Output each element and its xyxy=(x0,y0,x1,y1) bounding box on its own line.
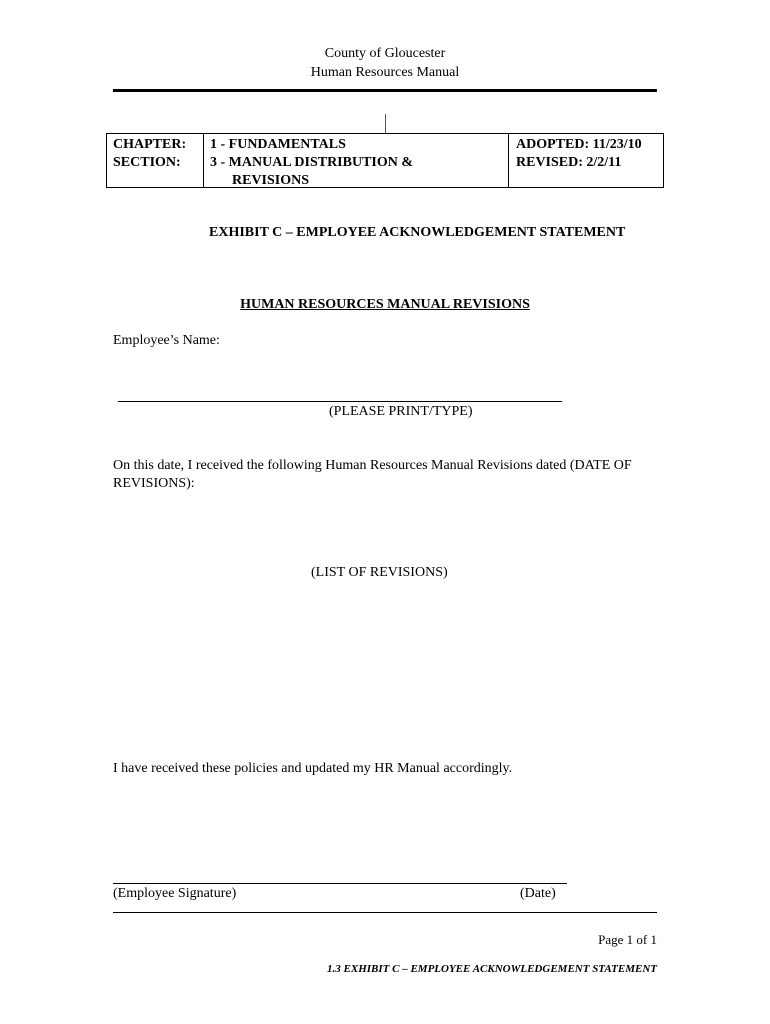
section-value-line2: REVISIONS xyxy=(232,173,310,188)
adopted-date: ADOPTED: 11/23/10 xyxy=(516,137,642,152)
divider-tick xyxy=(385,114,386,134)
labels-cell xyxy=(107,134,204,187)
chapter-label: CHAPTER: xyxy=(113,137,187,152)
header-rule xyxy=(113,89,657,92)
chapter-value: 1 - FUNDAMENTALS xyxy=(210,137,346,152)
received-paragraph: On this date, I received the following Human Resources Manual Revisions dated (DATE OF REVISIONS): xyxy=(113,458,632,491)
signature-label: (Employee Signature) xyxy=(113,886,237,901)
chapter-section-table xyxy=(106,133,664,188)
print-type-note: (PLEASE PRINT/TYPE) xyxy=(329,404,473,419)
date-label: (Date) xyxy=(520,886,556,901)
dates-cell xyxy=(509,134,663,187)
employee-name-label: Employee’s Name: xyxy=(113,333,220,348)
header-manual-title: Human Resources Manual xyxy=(310,65,460,80)
header-county: County of Gloucester xyxy=(324,46,446,61)
footer-title: 1.3 EXHIBIT C – EMPLOYEE ACKNOWLEDGEMENT STATEMENT xyxy=(327,963,657,975)
section-value-line1: 3 - MANUAL DISTRIBUTION & xyxy=(210,155,414,170)
acknowledgement-statement: I have received these policies and updated my HR Manual accordingly. xyxy=(113,761,513,776)
section-label: SECTION: xyxy=(113,155,181,170)
revised-date: REVISED: 2/2/11 xyxy=(516,155,622,170)
list-of-revisions-placeholder: (LIST OF REVISIONS) xyxy=(311,565,448,580)
signature-line[interactable] xyxy=(113,883,567,884)
footer-rule xyxy=(113,912,657,913)
values-cell xyxy=(204,134,509,187)
section-title: HUMAN RESOURCES MANUAL REVISIONS xyxy=(240,297,530,312)
page-number: Page 1 of 1 xyxy=(598,932,657,947)
exhibit-title: EXHIBIT C – EMPLOYEE ACKNOWLEDGEMENT STATEMENT xyxy=(209,225,626,240)
employee-name-line[interactable] xyxy=(118,401,562,402)
